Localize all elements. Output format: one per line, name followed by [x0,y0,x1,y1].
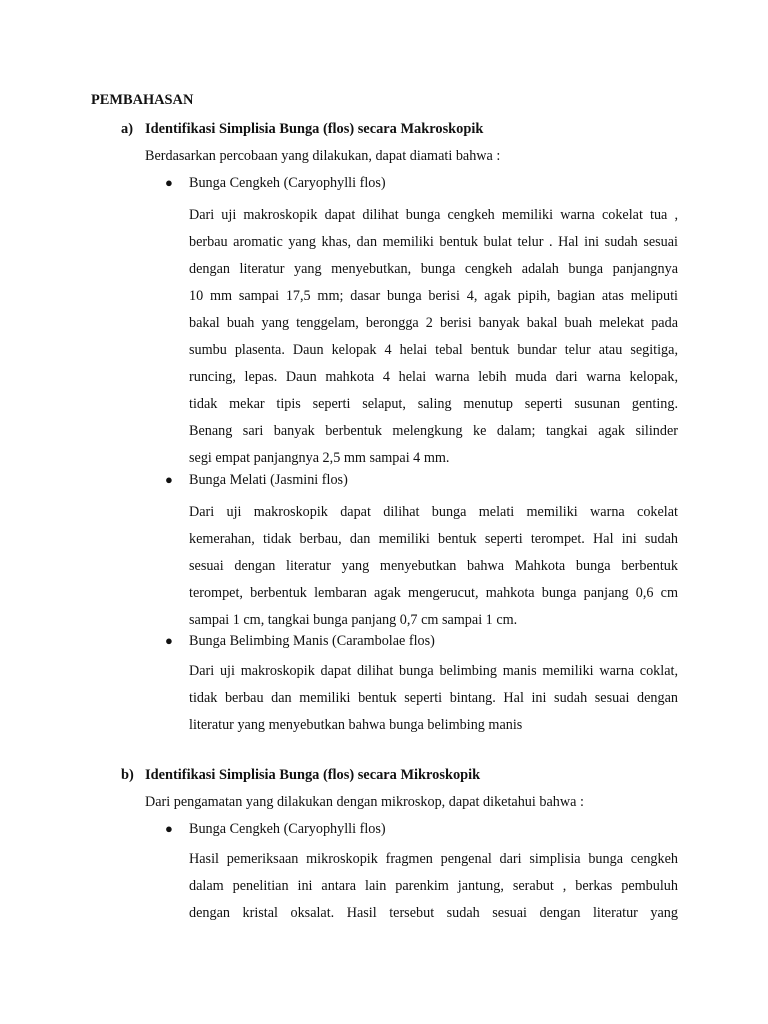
paragraph-line: Dari uji makroskopik dapat dilihat bunga melati memiliki warna cokelat [189,504,678,520]
section-b-heading-text: Identifikasi Simplisia Bunga (flos) secara Mikroskopik [145,767,481,783]
paragraph-line: segi empat panjangnya 2,5 mm sampai 4 mm. [189,450,450,466]
paragraph-line: literatur yang menyebutkan bahwa bunga belimbing manis [189,717,523,733]
paragraph-line: runcing, lepas. Daun mahkota 4 helai warna lebih muda dari warna kelopak, [189,369,678,385]
list-item-title: Bunga Cengkeh (Caryophylli flos) [189,821,386,837]
list-item-title: Bunga Belimbing Manis (Carambolae flos) [189,633,435,649]
paragraph-line: dengan kristal oksalat. Hasil tersebut sudah sesuai dengan literatur yang [189,905,678,921]
paragraph-line: terompet, berbentuk lembaran agak mengerucut, mahkota bunga panjang 0,6 cm [189,585,678,601]
bullet-icon: ● [165,633,173,648]
paragraph-belimbing-makro [189,661,678,742]
paragraph-line: dalam penelitian ini antara lain parenkim jantung, serabut , berkas pembuluh [189,878,678,894]
document-title: PEMBAHASAN [91,92,194,108]
section-a-heading [121,121,483,138]
paragraph-cengkeh-makro [189,205,678,475]
paragraph-line: 10 mm sampai 17,5 mm; dasar bunga berisi 4, agak pipih, bagian atas meliputi [189,288,678,304]
paragraph-line: tidak mekar tipis seperti selaput, saling menutup seperti susunan genting. [189,396,678,412]
bullet-icon: ● [165,821,173,836]
paragraph-line: berbau aromatic yang khas, dan memiliki bentuk bulat telur . Hal ini sudah sesuai [189,234,678,250]
list-item-belimbing-makro [165,633,435,650]
bullet-icon: ● [165,472,173,487]
section-a-heading-text: Identifikasi Simplisia Bunga (flos) secara Makroskopik [145,121,484,137]
list-item-cengkeh-mikro [165,821,386,838]
paragraph-line: Dari uji makroskopik dapat dilihat bunga belimbing manis memiliki warna coklat, [189,663,678,679]
paragraph-line: sumbu plasenta. Daun kelopak 4 helai tebal bentuk bundar telur atau segitiga, [189,342,678,358]
section-a-label: a) [121,121,133,137]
paragraph-line: Benang sari banyak berbentuk melengkung ke dalam; tangkai agak silinder [189,423,678,439]
paragraph-cengkeh-mikro [189,849,678,930]
paragraph-line: dengan literatur yang menyebutkan, bunga cengkeh adalah bunga panjangnya [189,261,678,277]
paragraph-line: Dari uji makroskopik dapat dilihat bunga cengkeh memiliki warna cokelat tua , [189,207,678,223]
paragraph-line: sampai 1 cm, tangkai bunga panjang 0,7 cm sampai 1 cm. [189,612,518,628]
paragraph-line: Hasil pemeriksaan mikroskopik fragmen pengenal dari simplisia bunga cengkeh [189,851,678,867]
section-b-label: b) [121,767,134,783]
paragraph-line: bakal buah yang tenggelam, berongga 2 berisi banyak bakal buah melekat pada [189,315,678,331]
section-a-intro: Berdasarkan percobaan yang dilakukan, dapat diamati bahwa : [145,148,501,164]
list-item-title: Bunga Cengkeh (Caryophylli flos) [189,175,386,191]
list-item-melati-makro [165,472,348,489]
paragraph-line: tidak berbau dan memiliki bentuk seperti bintang. Hal ini sudah sesuai dengan [189,690,678,706]
paragraph-line: kemerahan, tidak berbau, dan memiliki bentuk seperti terompet. Hal ini sudah [189,531,678,547]
paragraph-line: sesuai dengan literatur yang menyebutkan bahwa Mahkota bunga berbentuk [189,558,678,574]
list-item-title: Bunga Melati (Jasmini flos) [189,472,348,488]
bullet-icon: ● [165,175,173,190]
paragraph-melati-makro [189,502,678,637]
section-b-intro: Dari pengamatan yang dilakukan dengan mikroskop, dapat diketahui bahwa : [145,794,584,810]
section-b-heading [121,767,480,784]
list-item-cengkeh-makro [165,175,386,192]
